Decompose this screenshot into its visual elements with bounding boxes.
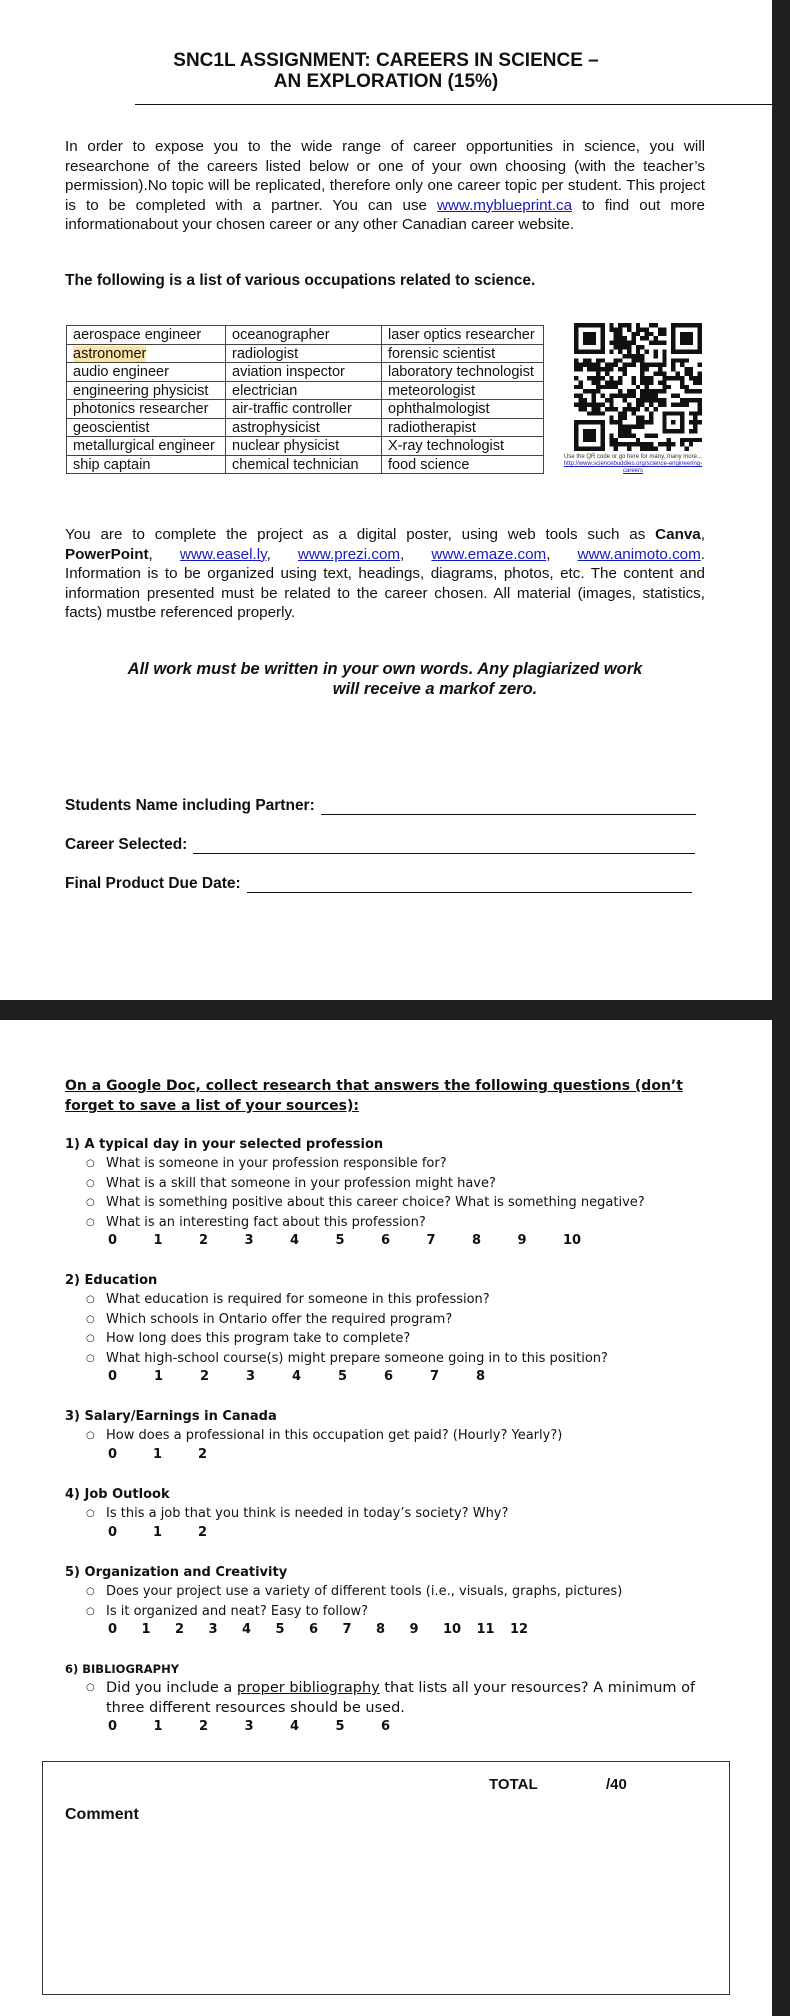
score-scale [65,1718,725,1736]
score-option[interactable]: 0 [108,1622,118,1637]
score-option[interactable]: 5 [335,1719,345,1734]
score-scale [65,1446,725,1464]
occupation-name: ship captain [73,456,151,473]
score-option[interactable]: 3 [208,1622,218,1637]
occupation-cell [67,437,226,456]
score-option[interactable]: 7 [430,1369,440,1384]
occupation-cell [226,363,382,382]
occupation-name: nuclear physicist [232,438,340,454]
occupation-name: meteorologist [388,382,476,399]
score-option[interactable]: 10 [443,1622,462,1637]
score-option[interactable]: 4 [290,1719,300,1734]
score-option[interactable]: 6 [381,1719,391,1734]
section-title: 3) Salary/Earnings in Canada [65,1409,277,1424]
career-selected-field[interactable] [65,836,695,854]
due-date-field[interactable] [65,875,692,893]
table-row [67,381,544,400]
score-option[interactable]: 1 [153,1233,163,1248]
career-selected-label: Career Selected: [65,836,188,853]
intro-text-2: to find out more informationabout your chosen career or any other Canadian career website. [65,196,705,233]
table-row [67,418,544,437]
due-date-label: Final Product Due Date: [65,875,241,892]
table-row [67,363,544,382]
myblueprint-link[interactable]: www.myblueprint.ca [437,196,573,214]
list-item: ○ Is this a job that you think is needed in today’s society? Why? [86,1504,725,1524]
section-education [65,1272,725,1386]
list-item: ○ What is an interesting fact about this profession? [86,1213,725,1233]
score-option[interactable]: 10 [563,1233,582,1248]
score-option[interactable]: 5 [335,1233,345,1248]
list-item: ○ What high-school course(s) might prepare someone going in to this position? [86,1349,725,1369]
score-scale [65,1232,725,1250]
score-option[interactable]: 6 [309,1622,319,1637]
occupation-cell [226,381,382,400]
comment-label: Comment [65,1806,139,1823]
question-list [65,1290,725,1368]
score-option[interactable]: 1 [153,1446,163,1462]
list-item: ○ What education is required for someone in this profession? [86,1290,725,1310]
sciencebuddies-link[interactable]: http://www.sciencebuddies.org/science-engineering-careers [563,461,703,474]
section-title: 5) Organization and Creativity [65,1565,288,1580]
separator: , [700,526,705,543]
occupation-cell [67,344,226,363]
score-option[interactable]: 0 [108,1524,118,1540]
score-scale [65,1621,725,1639]
occupation-name: aviation inspector [232,364,345,380]
occupation-name: electrician [232,382,298,399]
animoto-link[interactable]: www.animoto.com [577,545,701,563]
score-option[interactable]: 2 [175,1622,185,1637]
score-option[interactable]: 8 [376,1622,386,1637]
table-row [67,400,544,419]
occupation-cell [226,326,382,345]
occupation-name: air-traffic controller [232,401,352,417]
score-option[interactable]: 12 [510,1622,529,1637]
plagiarism-warning [65,659,705,699]
list-item: ○ How long does this program take to complete? [86,1329,725,1349]
occupation-cell [382,418,544,437]
student-name-field[interactable] [65,797,696,815]
section-salary [65,1408,725,1464]
list-item: ○ Is it organized and neat? Easy to follow? [86,1602,725,1622]
total-comment-box [42,1761,730,1995]
score-option[interactable]: 3 [244,1719,254,1734]
page-separator [0,1000,790,1020]
score-scale [65,1368,725,1386]
table-row [67,455,544,474]
prezi-link[interactable]: www.prezi.com [297,545,401,563]
score-option[interactable]: 4 [292,1369,302,1384]
score-option[interactable]: 3 [246,1369,256,1384]
occupations-heading: The following is a list of various occupations related to science. [65,272,536,289]
score-option[interactable]: 9 [517,1233,527,1248]
table-row [67,344,544,363]
score-option[interactable]: 8 [476,1369,486,1384]
occupation-cell [67,418,226,437]
score-option[interactable]: 2 [199,1233,209,1248]
occupation-name: audio engineer [73,364,169,380]
project-text-1: You are to complete the project as a digital poster, using web tools such as [65,526,656,543]
table-row [67,326,544,345]
section-organization [65,1564,725,1639]
list-item: ○ Which schools in Ontario offer the required program? [86,1310,725,1330]
occupation-name: radiotherapist [388,419,476,436]
occupation-cell [382,326,544,345]
score-option[interactable]: 1 [153,1719,163,1734]
list-item: ○ Does your project use a variety of different tools (i.e., visuals, graphs, pictures) [86,1582,725,1602]
research-instruction: On a Google Doc, collect research that answers the following questions (don’t forget to save a list of your sources): [65,1078,683,1114]
emaze-link[interactable]: www.emaze.com [431,545,547,563]
section-typical-day [65,1136,725,1250]
title-line-1: SNC1L ASSIGNMENT: CAREERS IN SCIENCE – [173,50,599,71]
score-option[interactable]: 2 [198,1446,208,1462]
occupation-name: X-ray technologist [388,438,505,454]
qr-caption [560,454,706,475]
powerpoint-label: PowerPoint [65,545,149,563]
section-bibliography [65,1660,725,1736]
score-option[interactable]: 1 [141,1622,151,1637]
warning-line-1: All work must be written in your own words. Any plagiarized work [127,660,643,678]
occupation-name: ophthalmologist [388,401,490,417]
occupations-table [66,325,544,474]
occupation-cell [67,381,226,400]
occupation-cell [382,437,544,456]
occupation-name: engineering physicist [73,382,209,399]
score-option[interactable]: 2 [200,1369,210,1384]
score-option[interactable]: 2 [198,1524,208,1540]
due-date-line[interactable] [247,878,692,893]
question-list [65,1426,725,1446]
occupation-name: radiologist [232,345,299,362]
bibliography-text-2: that lists all your resources? A minimum of three different resources should be used. [106,1680,696,1716]
project-paragraph: You are to complete the project as a digital poster, using web tools such as Canva, PowerPoint, www.easel.ly, www.prezi.com, www.emaze.com, www.animoto.com. Information is to be organized using text, headings, diagrams, photos, etc. The content and information presented must be related to the career chosen. All material (images, statistics, facts) mustbe referenced properly. [65,526,706,621]
occupation-cell [226,344,382,363]
occupation-name: laser optics researcher [388,327,535,343]
page-1 [0,0,772,1000]
occupation-name: geoscientist [73,419,150,436]
list-item: ○ What is a skill that someone in your profession might have? [86,1174,725,1194]
score-option[interactable]: 0 [108,1446,118,1462]
section-job-outlook [65,1486,725,1542]
score-option[interactable]: 6 [381,1233,391,1248]
list-item: ○ What is something positive about this career choice? What is something negative? [86,1193,725,1213]
occupation-name: aerospace engineer [73,327,202,343]
score-option[interactable]: 1 [154,1369,164,1384]
score-option[interactable]: 6 [384,1369,394,1384]
occupation-cell [67,455,226,474]
warning-line-2: will receive a markof zero. [332,680,538,698]
total-out-of: /40 [606,1776,627,1793]
bibliography-link: proper bibliography [236,1680,380,1696]
occupation-name: oceanographer [232,327,330,343]
occupations-table-clip [0,0,550,513]
occupation-cell [382,455,544,474]
occupation-cell [226,400,382,419]
score-option[interactable]: 5 [338,1369,348,1384]
occupation-name: photonics researcher [73,401,209,417]
title-line-2: AN EXPLORATION (15%) [273,71,499,92]
section-title: 2) Education [65,1273,158,1288]
occupation-cell [226,418,382,437]
score-option[interactable]: 4 [290,1233,300,1248]
question-list [65,1504,725,1524]
occupation-name: astrophysicist [232,419,320,436]
student-name-label: Students Name including Partner: [65,797,315,814]
score-option[interactable]: 5 [275,1622,285,1637]
occupation-name: astronomer [73,345,147,362]
occupation-cell [226,455,382,474]
question-list [65,1678,725,1718]
canva-label: Canva [655,526,701,543]
occupation-name: forensic scientist [388,345,496,362]
section-title: 1) A typical day in your selected profession [65,1137,384,1152]
score-scale [65,1524,725,1542]
career-selected-line[interactable] [193,839,695,854]
question-list [65,1154,725,1232]
table-row [67,437,544,456]
occupation-cell [67,326,226,345]
score-option[interactable]: 7 [426,1233,436,1248]
score-option[interactable]: 0 [108,1233,118,1248]
student-name-line[interactable] [321,800,696,815]
intro-text-1: In order to expose you to the wide range of career opportunities in science, you will researchone of the careers listed below or one of your own choosing (with the teacher’s permission).No topic will be replicated, therefore only one career topic per student. This project is to be completed with a partner. You can use [65,138,705,214]
occupation-cell [67,400,226,419]
question-list [65,1582,725,1621]
bibliography-text-1: Did you include a [106,1680,237,1696]
score-option[interactable]: 4 [242,1622,252,1637]
list-item [86,1678,725,1718]
score-option[interactable]: 1 [153,1524,163,1540]
occupation-name: food science [388,456,470,473]
score-option[interactable]: 3 [244,1233,254,1248]
occupation-cell [226,437,382,456]
occupation-name: laboratory technologist [388,364,534,380]
occupation-name: metallurgical engineer [73,438,215,454]
score-option[interactable]: 2 [199,1719,209,1734]
score-option[interactable]: 11 [476,1622,495,1637]
occupation-cell [382,363,544,382]
occupation-cell [382,381,544,400]
section-title: 4) Job Outlook [65,1487,170,1502]
occupation-name: chemical technician [232,456,359,473]
score-option[interactable]: 8 [472,1233,482,1248]
qr-code-icon[interactable] [574,323,702,451]
score-option[interactable]: 0 [108,1369,118,1384]
occupation-cell [67,363,226,382]
total-label: TOTAL [489,1776,538,1793]
qr-caption-text: Use the QR code or go here for many, many more... [564,454,702,460]
score-option[interactable]: 0 [108,1719,118,1734]
list-item: ○ What is someone in your profession responsible for? [86,1154,725,1174]
list-item: ○ How does a professional in this occupation get paid? (Hourly? Yearly?) [86,1426,725,1446]
occupation-cell [382,400,544,419]
section-title: 6) BIBLIOGRAPHY [65,1662,180,1676]
occupation-cell [382,344,544,363]
score-option[interactable]: 9 [409,1622,419,1637]
easel-link[interactable]: www.easel.ly [179,545,267,563]
project-text-2: Information is to be organized using text, headings, diagrams, photos, etc. The content and information presented must be related to the career chosen. All material (images, statistics, facts) mustbe referenced properly. [65,565,705,621]
score-option[interactable]: 7 [342,1622,352,1637]
